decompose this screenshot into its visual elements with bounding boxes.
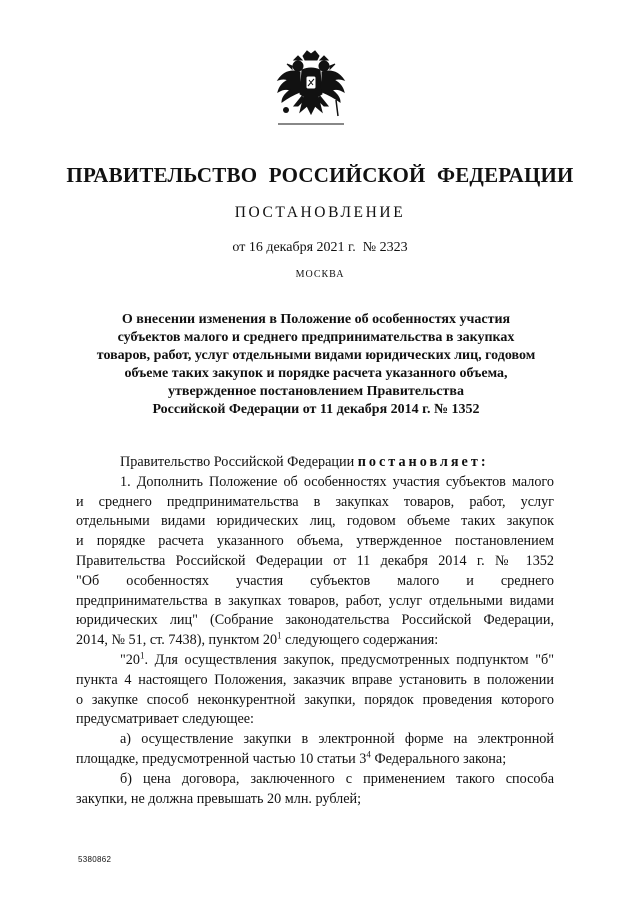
item-b-last-line: закупки, не должна превышать 20 млн. рублей;	[76, 790, 362, 807]
item-a-line: а) осуществление закупки в электронной форме на электронной	[120, 731, 554, 748]
paragraph-2-line: пункта 4 настоящего Положения, заказчик вправе установить в положении	[76, 671, 554, 688]
coat-of-arms-icon	[272, 50, 350, 136]
text: . Для осуществления закупок, предусмотренных подпунктом "б"	[144, 651, 554, 668]
paragraph-2-first-line	[76, 651, 554, 671]
superscript: 1	[277, 630, 282, 641]
document-type: ПОСТАНОВЛЕНИЕ	[234, 204, 406, 221]
paragraph-1-line: и среднего предпринимательства в закупках товаров, работ, услуг	[76, 493, 554, 510]
heading-line: объеме таких закупок и порядке расчета указанного объема,	[124, 366, 508, 381]
text: Федерального закона;	[370, 750, 507, 767]
paragraph-2-line: о закупке способ неконкурентной закупки, порядок проведения которого	[76, 691, 554, 708]
heading-line: Российской Федерации от 11 декабря 2014 г. № 1352	[152, 402, 480, 417]
superscript: 1	[139, 650, 145, 661]
document-heading	[90, 311, 542, 419]
item-b-line: б) цена договора, заключенного с применением такого способа	[120, 770, 554, 787]
text: следующего содержания:	[281, 632, 439, 649]
document-city: МОСКВА	[295, 269, 345, 280]
superscript: 4	[366, 749, 371, 760]
paragraph-1-line: отдельными видами юридических лиц, годовом объеме таких закупок	[76, 513, 554, 530]
document-body	[76, 453, 554, 809]
paragraph-1-last-line	[76, 631, 554, 651]
paragraph-2-last-line: предусматривает следующее:	[76, 711, 254, 728]
item-a-last-line	[76, 750, 554, 770]
document-date: от 16 декабря 2021 г.	[232, 240, 356, 255]
paragraph-1-line: 1. Дополнить Положение об особенностях участия субъектов малого	[120, 473, 554, 490]
heading-line: О внесении изменения в Положение об особенностях участия	[121, 312, 511, 327]
document-number: № 2323	[362, 240, 408, 255]
intro-text: Правительство Российской Федерации	[120, 454, 355, 470]
paragraph-1-line: "Об особенностях участия субъектов малого и среднего	[76, 572, 554, 589]
document-code: 5380862	[78, 855, 112, 864]
paragraph-1-line: предпринимательства в закупках товаров, работ, услуг отдельными видами	[76, 592, 554, 609]
text: "20	[120, 651, 140, 668]
intro-line	[76, 453, 554, 473]
text: площадке, предусмотренной частью 10 статьи 3	[76, 750, 367, 767]
heading-line: товаров, работ, услуг отдельными видами юридических лиц, годовом	[96, 348, 536, 363]
government-title: ПРАВИТЕЛЬСТВО РОССИЙСКОЙ ФЕДЕРАЦИИ	[66, 163, 574, 187]
text: 2014, № 51, ст. 7438), пунктом 20	[76, 632, 278, 649]
paragraph-1-line: Правительства Российской Федерации от 11 декабря 2014 г. № 1352	[76, 552, 554, 569]
heading-line: субъектов малого и среднего предпринимательства в закупках	[117, 330, 515, 345]
resolves-word: постановляет:	[357, 454, 489, 470]
paragraph-1-line: юридических лиц" (Собрание законодательства Российской Федерации,	[76, 612, 554, 629]
paragraph-1-line: и порядке расчета указанного объема, утвержденное постановлением	[76, 533, 554, 550]
heading-line: утвержденное постановлением Правительства	[168, 384, 464, 399]
document-date-number	[0, 240, 640, 256]
